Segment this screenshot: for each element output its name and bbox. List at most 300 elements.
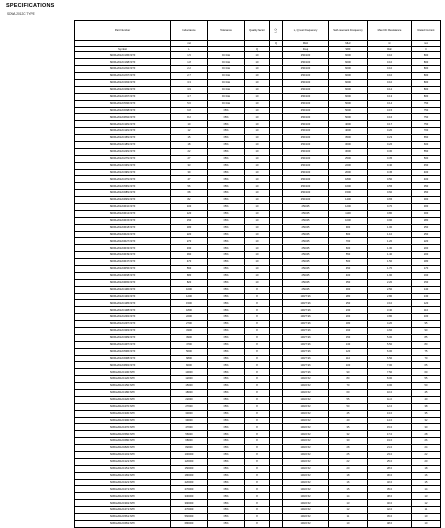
table-cell — [270, 348, 283, 355]
table-row — [75, 265, 441, 272]
table-cell: 8 — [245, 334, 270, 341]
table-row — [75, 369, 441, 376]
table-row — [75, 362, 441, 369]
table-cell: 3000 — [329, 148, 368, 155]
table-cell: 10 — [245, 155, 270, 162]
table-cell: 32.0 — [368, 479, 412, 486]
table-cell: 250/25 — [283, 217, 329, 224]
table-cell: 10 — [245, 100, 270, 107]
table-cell: 6000 — [329, 93, 368, 100]
table-row — [75, 114, 441, 121]
table-cell — [270, 479, 283, 486]
table-cell — [270, 114, 283, 121]
part-number-cell: SDWL2012CR18□STF — [75, 224, 171, 231]
table-row — [75, 410, 441, 417]
table-cell: 10 — [245, 252, 270, 259]
table-row — [75, 376, 441, 383]
part-number-cell: SDWL2012C3N3□STF — [75, 79, 171, 86]
table-cell — [270, 66, 283, 73]
table-cell: 100/2.52 — [283, 452, 329, 459]
table-cell: 0.70 — [368, 203, 412, 210]
table-cell — [270, 376, 283, 383]
table-cell: ±0.3nH — [208, 93, 245, 100]
table-cell: 800 — [329, 231, 368, 238]
part-number-cell: SDWL2012C2N7□STF — [75, 73, 171, 80]
table-cell: 70 — [329, 383, 368, 390]
table-cell: 100/7.96 — [283, 334, 329, 341]
part-number-cell: SDWL2012CR33□STF — [75, 245, 171, 252]
table-row — [75, 197, 441, 204]
table-cell: ±5% — [208, 500, 245, 507]
table-row — [75, 348, 441, 355]
table-row — [75, 135, 441, 142]
symbol-cell: Ir — [412, 47, 441, 52]
table-row — [75, 183, 441, 190]
table-cell: 8.2 — [171, 114, 208, 121]
table-cell: 100/7.96 — [283, 355, 329, 362]
table-cell: ±5% — [208, 445, 245, 452]
table-row — [75, 141, 441, 148]
part-number-cell: SDWL2012C220□STF — [75, 396, 171, 403]
table-cell: 4000 — [329, 121, 368, 128]
table-cell: 560000 — [171, 514, 208, 521]
table-cell: 8 — [245, 390, 270, 397]
part-number-cell: SDWL2012C181□STF — [75, 472, 171, 479]
table-cell: 11 — [412, 507, 441, 514]
table-cell: ±0.3nH — [208, 66, 245, 73]
part-number-cell: SDWL2012C3R3□STF — [75, 328, 171, 335]
table-cell: 450 — [412, 162, 441, 169]
table-row — [75, 238, 441, 245]
table-cell: 32 — [329, 431, 368, 438]
table-cell: 33 — [171, 162, 208, 169]
table-cell: ±5% — [208, 197, 245, 204]
table-cell: ±5% — [208, 217, 245, 224]
part-number-cell: SDWL2012CR39□STF — [75, 252, 171, 259]
table-cell: 250/100 — [283, 73, 329, 80]
table-cell: 680 — [171, 272, 208, 279]
table-cell: 6000 — [329, 52, 368, 59]
table-cell: 250/100 — [283, 93, 329, 100]
part-number-cell: SDWL2012C3R9□STF — [75, 334, 171, 341]
table-cell — [270, 514, 283, 521]
table-cell: 6000 — [329, 59, 368, 66]
table-cell: 3.40 — [368, 307, 412, 314]
header-lq — [270, 21, 283, 41]
table-cell: ±5% — [208, 520, 245, 527]
table-cell: 0.45 — [368, 169, 412, 176]
table-cell: 10 — [245, 148, 270, 155]
table-cell: 250/100 — [283, 79, 329, 86]
table-row — [75, 307, 441, 314]
table-cell — [270, 272, 283, 279]
table-cell: 5.00 — [368, 334, 412, 341]
table-cell: 8 — [245, 286, 270, 293]
table-cell: 10 — [412, 520, 441, 527]
table-cell: 250/25 — [283, 252, 329, 259]
table-row — [75, 148, 441, 155]
table-cell: ±5% — [208, 424, 245, 431]
table-cell — [270, 121, 283, 128]
table-cell: 27 — [171, 155, 208, 162]
table-cell: ±5% — [208, 410, 245, 417]
table-cell: 35 — [412, 410, 441, 417]
table-cell: 4000 — [329, 128, 368, 135]
header-srf-label: Self-resonant Frequency — [333, 28, 363, 32]
table-row — [75, 217, 441, 224]
header-tol — [208, 21, 245, 41]
table-row — [75, 86, 441, 93]
table-cell: 75 — [412, 348, 441, 355]
table-cell: 250/25 — [283, 238, 329, 245]
table-cell: 250/100 — [283, 141, 329, 148]
table-cell: ±5% — [208, 210, 245, 217]
table-cell: 15.0 — [368, 424, 412, 431]
table-cell: 8 — [245, 493, 270, 500]
table-cell: 42.0 — [368, 507, 412, 514]
part-number-cell: SDWL2012C8N2□STF — [75, 114, 171, 121]
table-cell — [270, 445, 283, 452]
part-number-cell: SDWL2012C5R6□STF — [75, 348, 171, 355]
table-cell: 2.2 — [171, 66, 208, 73]
part-number-cell: SDWL2012C1R2□STF — [75, 293, 171, 300]
table-cell — [270, 107, 283, 114]
table-cell: 100/2.52 — [283, 500, 329, 507]
table-cell: 47000 — [171, 424, 208, 431]
table-cell: 10 — [245, 272, 270, 279]
table-cell: 26 — [412, 438, 441, 445]
table-cell — [270, 265, 283, 272]
table-row — [75, 396, 441, 403]
table-cell: 100/7.96 — [283, 362, 329, 369]
table-cell — [270, 369, 283, 376]
table-cell: 100/7.96 — [283, 293, 329, 300]
table-cell: 100/2.52 — [283, 376, 329, 383]
table-row — [75, 424, 441, 431]
table-cell — [270, 341, 283, 348]
table-cell: ±5% — [208, 245, 245, 252]
part-number-cell: SDWL2012CR10□STF — [75, 203, 171, 210]
table-cell: 10 — [245, 238, 270, 245]
table-cell: 0.15 — [368, 107, 412, 114]
table-cell: 800 — [412, 79, 441, 86]
table-cell: 600 — [412, 141, 441, 148]
header-rated-label: Rated Current — [417, 28, 435, 32]
table-cell: 2.7 — [171, 73, 208, 80]
table-cell: 120 — [412, 300, 441, 307]
table-row — [75, 231, 441, 238]
table-cell — [270, 472, 283, 479]
table-cell: 3.3 — [171, 79, 208, 86]
header-part-label: Part Number — [114, 28, 131, 32]
table-cell: 10 — [245, 203, 270, 210]
table-cell: 85 — [412, 334, 441, 341]
table-cell: 700 — [329, 238, 368, 245]
table-cell: 0.65 — [368, 197, 412, 204]
table-cell: 250/100 — [283, 183, 329, 190]
unit-cell: Q — [270, 41, 283, 47]
table-cell: ±5% — [208, 300, 245, 307]
table-cell: 100 — [171, 203, 208, 210]
table-cell: ±5% — [208, 293, 245, 300]
symbol-cell: Symbol — [75, 47, 171, 52]
table-cell: ±5% — [208, 403, 245, 410]
table-cell: 95 — [412, 321, 441, 328]
table-cell — [270, 500, 283, 507]
table-cell — [270, 224, 283, 231]
table-row — [75, 417, 441, 424]
table-cell: 250/25 — [283, 245, 329, 252]
table-cell: 2.50 — [368, 286, 412, 293]
part-number-cell: SDWL2012CR82□STF — [75, 279, 171, 286]
table-cell: 48.0 — [368, 520, 412, 527]
table-row — [75, 458, 441, 465]
table-cell — [270, 100, 283, 107]
table-cell — [270, 321, 283, 328]
table-row — [75, 383, 441, 390]
table-row — [75, 100, 441, 107]
table-cell: 110 — [412, 307, 441, 314]
table-cell: 2.80 — [368, 293, 412, 300]
table-row — [75, 472, 441, 479]
table-cell: 100 — [412, 314, 441, 321]
table-cell: ±5% — [208, 486, 245, 493]
table-cell: ±5% — [208, 362, 245, 369]
table-cell: 90 — [412, 328, 441, 335]
table-cell: 450 — [329, 265, 368, 272]
table-cell: 500 — [329, 259, 368, 266]
table-cell: 120 — [329, 348, 368, 355]
table-cell: 0.13 — [368, 93, 412, 100]
table-cell: ±5% — [208, 431, 245, 438]
table-cell — [270, 424, 283, 431]
table-cell: 900 — [329, 224, 368, 231]
table-cell — [270, 383, 283, 390]
table-row — [75, 438, 441, 445]
table-cell: 350 — [329, 279, 368, 286]
table-row — [75, 341, 441, 348]
table-cell: 11.0 — [368, 396, 412, 403]
table-cell: 0.80 — [368, 210, 412, 217]
part-number-cell: SDWL2012C12N□STF — [75, 128, 171, 135]
table-cell: 250/100 — [283, 128, 329, 135]
table-cell: 400 — [329, 272, 368, 279]
table-cell: 3.10 — [368, 300, 412, 307]
table-row — [75, 486, 441, 493]
table-cell — [270, 410, 283, 417]
part-number-cell: SDWL2012C33N□STF — [75, 162, 171, 169]
table-cell: ±5% — [208, 355, 245, 362]
part-number-cell: SDWL2012C680□STF — [75, 438, 171, 445]
part-number-cell: SDWL2012C1R0□STF — [75, 286, 171, 293]
table-cell: 270 — [171, 238, 208, 245]
table-cell: 150 — [171, 217, 208, 224]
table-cell: 0.10 — [368, 79, 412, 86]
table-cell: 10 — [245, 176, 270, 183]
table-cell: 10 — [245, 183, 270, 190]
table-cell: 10 — [245, 66, 270, 73]
table-cell: ±5% — [208, 183, 245, 190]
table-cell: 100/2.52 — [283, 438, 329, 445]
table-cell: 60 — [329, 390, 368, 397]
table-cell: ±0.3nH — [208, 100, 245, 107]
table-cell: 100/2.52 — [283, 486, 329, 493]
table-cell: 6.00 — [368, 348, 412, 355]
table-cell: 750 — [412, 107, 441, 114]
table-row — [75, 500, 441, 507]
table-cell: 250/100 — [283, 148, 329, 155]
table-cell: 0.10 — [368, 59, 412, 66]
table-cell: 130 — [329, 341, 368, 348]
table-row — [75, 403, 441, 410]
table-cell: 220000 — [171, 479, 208, 486]
table-cell: ±5% — [208, 376, 245, 383]
table-row — [75, 507, 441, 514]
table-cell: 100/2.52 — [283, 445, 329, 452]
table-cell: 10 — [245, 93, 270, 100]
table-cell: 10 — [412, 514, 441, 521]
header-tol-label: Tolerance — [220, 28, 232, 32]
table-cell: 390 — [171, 252, 208, 259]
part-number-cell: SDWL2012C6R8□STF — [75, 355, 171, 362]
table-cell: 120000 — [171, 458, 208, 465]
table-cell — [270, 458, 283, 465]
table-cell: 56 — [171, 183, 208, 190]
table-cell: 5600 — [171, 348, 208, 355]
table-cell: 13.0 — [368, 410, 412, 417]
table-cell: 10 — [245, 265, 270, 272]
table-cell: 0.10 — [368, 66, 412, 73]
table-cell — [270, 328, 283, 335]
table-cell: 10 — [245, 52, 270, 59]
table-cell: ±5% — [208, 369, 245, 376]
table-cell: ±0.3nH — [208, 52, 245, 59]
unit-cell: nH — [171, 41, 208, 47]
table-cell: 800 — [412, 86, 441, 93]
table-row — [75, 390, 441, 397]
table-cell: 2500 — [329, 155, 368, 162]
table-cell: 0.55 — [368, 183, 412, 190]
table-cell: 16 — [412, 472, 441, 479]
table-cell: 220 — [171, 231, 208, 238]
table-cell: 14.0 — [368, 417, 412, 424]
table-cell: 250/100 — [283, 86, 329, 93]
table-cell: 1.00 — [368, 224, 412, 231]
table-row — [75, 334, 441, 341]
table-cell: 100/7.96 — [283, 314, 329, 321]
symbol-cell: SRF — [329, 47, 368, 52]
table-cell: 12.0 — [368, 403, 412, 410]
part-number-cell: SDWL2012C56N□STF — [75, 183, 171, 190]
table-cell: 280 — [329, 293, 368, 300]
table-cell: 10 — [245, 73, 270, 80]
table-cell: 3.80 — [368, 314, 412, 321]
table-cell: ±5% — [208, 348, 245, 355]
unit-cell: Ω — [368, 41, 412, 47]
table-row — [75, 155, 441, 162]
table-cell — [270, 507, 283, 514]
table-row — [75, 93, 441, 100]
table-row — [75, 286, 441, 293]
table-cell: 10 — [245, 59, 270, 66]
table-cell: 10 — [245, 141, 270, 148]
table-cell: ±5% — [208, 307, 245, 314]
table-cell — [270, 231, 283, 238]
table-cell: 180 — [171, 224, 208, 231]
table-row — [75, 328, 441, 335]
table-cell: 8 — [245, 472, 270, 479]
table-cell: 6.50 — [368, 355, 412, 362]
header-part — [75, 21, 171, 41]
header-freq — [283, 21, 329, 41]
table-cell: 250/100 — [283, 121, 329, 128]
table-cell: 22 — [412, 452, 441, 459]
table-cell: 1000 — [329, 217, 368, 224]
table-cell: 250/100 — [283, 52, 329, 59]
part-number-cell: SDWL2012C681□STF — [75, 520, 171, 527]
table-cell: 1.40 — [368, 252, 412, 259]
table-cell — [270, 73, 283, 80]
table-cell: 680000 — [171, 520, 208, 527]
table-cell: ±5% — [208, 479, 245, 486]
table-cell: 8 — [245, 507, 270, 514]
table-cell: 20 — [329, 465, 368, 472]
table-cell — [270, 169, 283, 176]
part-number-cell: SDWL2012C47N□STF — [75, 176, 171, 183]
table-cell: 2.20 — [368, 279, 412, 286]
table-cell: ±5% — [208, 252, 245, 259]
table-cell: 40.0 — [368, 500, 412, 507]
table-cell: 130 — [412, 293, 441, 300]
table-cell: 39000 — [171, 417, 208, 424]
table-cell: 470000 — [171, 507, 208, 514]
table-cell: 50 — [412, 383, 441, 390]
table-cell: 250/100 — [283, 197, 329, 204]
table-row — [75, 224, 441, 231]
table-cell: 250/25 — [283, 279, 329, 286]
table-cell: 10 — [245, 197, 270, 204]
symbol-cell: Freq — [283, 47, 329, 52]
table-cell: 1600 — [329, 183, 368, 190]
table-cell: 8 — [245, 424, 270, 431]
table-row — [75, 479, 441, 486]
table-cell: 40 — [329, 417, 368, 424]
table-cell: 100/7.96 — [283, 328, 329, 335]
table-cell — [270, 252, 283, 259]
table-row — [75, 66, 441, 73]
table-cell: 180 — [412, 259, 441, 266]
table-row — [75, 321, 441, 328]
table-cell: 8 — [245, 328, 270, 335]
table-cell: 1.20 — [368, 238, 412, 245]
table-row — [75, 465, 441, 472]
table-cell: 10 — [245, 259, 270, 266]
part-number-cell: SDWL2012C101□STF — [75, 452, 171, 459]
unit-cell: MHz — [283, 41, 329, 47]
part-number-cell: SDWL2012C150□STF — [75, 383, 171, 390]
part-number-cell: SDWL2012CR22□STF — [75, 231, 171, 238]
header-ind-label: Inductance — [182, 28, 196, 32]
table-cell: 230 — [329, 307, 368, 314]
table-cell: 10 — [245, 162, 270, 169]
table-cell: 2200 — [171, 314, 208, 321]
table-cell: ±5% — [208, 231, 245, 238]
header-row — [75, 21, 441, 41]
table-cell: 1.70 — [368, 265, 412, 272]
table-cell: 250/100 — [283, 107, 329, 114]
table-cell — [270, 155, 283, 162]
table-cell: 400 — [412, 169, 441, 176]
